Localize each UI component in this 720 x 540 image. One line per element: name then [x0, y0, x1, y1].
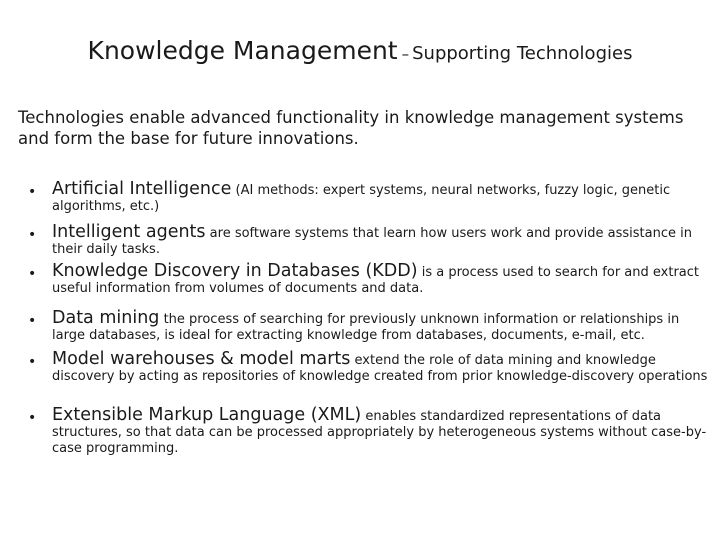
title-main: Knowledge Management	[87, 36, 398, 65]
bullet-description: are software systems that learn how users work and provide assistance in their daily tasks.	[52, 226, 692, 257]
bullet-dot-icon: •	[28, 184, 37, 200]
bullet-text	[52, 351, 712, 385]
bullet-term: Data mining	[52, 308, 160, 328]
title-subtitle: Supporting Technologies	[412, 43, 633, 64]
bullet-term: Artificial Intelligence	[52, 179, 232, 199]
bullet-term: Intelligent agents	[52, 222, 206, 242]
bullet-dot-icon: •	[28, 266, 37, 282]
bullet-term: Extensible Markup Language (XML)	[52, 405, 362, 425]
bullet-dot-icon: •	[28, 410, 37, 426]
bullet-dot-icon: •	[28, 313, 37, 329]
bullet-term: Knowledge Discovery in Databases (KDD)	[52, 261, 418, 281]
bullet-description: enables standardized representations of data structures, so that data can be processed appropriately by heterogeneous systems without case-by-case programming.	[52, 409, 707, 456]
bullet-text	[52, 224, 712, 258]
title-dash: –	[401, 45, 410, 63]
bullet-dot-icon: •	[28, 227, 37, 243]
bullet-description: (AI methods: expert systems, neural networks, fuzzy logic, genetic algorithms, etc.)	[52, 183, 671, 214]
bullet-text	[52, 310, 712, 344]
bullet-text	[52, 407, 712, 457]
intro-paragraph: Technologies enable advanced functionality in knowledge management systems and form the base for future innovations.	[18, 108, 684, 148]
bullet-description: the process of searching for previously unknown information or relationships in large databases, is ideal for extracting knowledge from databases, documents, e-mail, etc.	[52, 312, 680, 343]
bullet-text	[52, 263, 712, 297]
bullet-description: extend the role of data mining and knowledge discovery by acting as repositories of knowledge created from prior knowledge-discovery operations	[52, 353, 708, 384]
slide-title	[0, 38, 720, 63]
bullet-text	[52, 181, 712, 215]
bullet-dot-icon: •	[28, 354, 37, 370]
bullet-description: is a process used to search for and extract useful information from volumes of documents and data.	[52, 265, 700, 296]
bullet-term: Model warehouses & model marts	[52, 349, 351, 369]
